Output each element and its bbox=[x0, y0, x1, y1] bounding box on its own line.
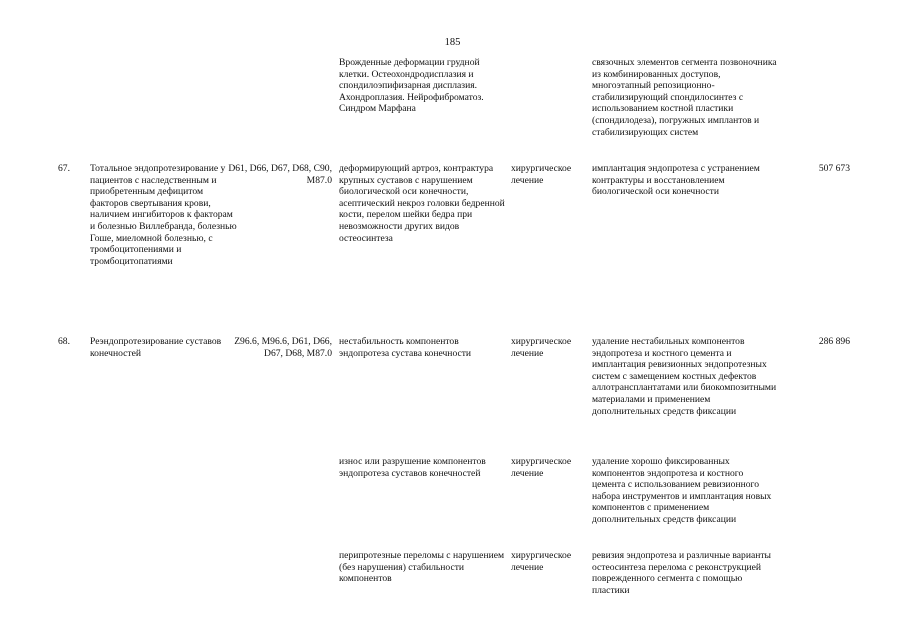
row-codes: Z96.6, M96.6, D61, D66, D67, D68, M87.0 bbox=[234, 336, 332, 359]
continuation-diagnosis: Врожденные деформации грудной клетки. Остеохондродисплазия и спондилоэпифизарная дисплазия. Ахондроплазия. Нейрофиброматоз. Синдром Марфана bbox=[339, 57, 484, 115]
row-method: удаление нестабильных компонентов эндопротеза и костного цемента и имплантация ревизионных эндопротезных систем с замещением костных дефектов аллотрансплантатами или биокомпозитными материалами и применением дополнительных средств фиксации bbox=[592, 336, 777, 417]
continuation-method: связочных элементов сегмента позвоночника из комбинированных доступов, многоэтапный репозиционно-стабилизирующий спондилосинтез с использованием костной пластики (спондилодеза), погружных имплантов и стабилизирующих систем bbox=[592, 57, 777, 138]
row-number: 68. bbox=[58, 336, 70, 347]
row-diagnosis: износ или разрушение компонентов эндопротеза суставов конечностей bbox=[339, 456, 486, 479]
page-number: 185 bbox=[444, 37, 461, 48]
row-name: Тотальное эндопротезирование у пациентов с наследственным и приобретенным дефицитом факторов свертывания крови, наличием ингибиторов к факторам и болезнью Виллебранда, болезнью Гоше, миеломной болезнью, с тромбоцитопениями и тромбоцитопатиями bbox=[90, 163, 237, 267]
row-diagnosis: нестабильность компонентов эндопротеза сустава конечности bbox=[339, 336, 472, 359]
row-treatment-type: хирургическое лечение bbox=[511, 550, 572, 573]
row-price: 286 896 bbox=[818, 336, 850, 347]
row-treatment-type: хирургическое лечение bbox=[511, 456, 572, 479]
row-diagnosis: перипротезные переломы с нарушением (без нарушения) стабильности компонентов bbox=[339, 550, 505, 585]
row-diagnosis: деформирующий артроз, контрактура крупных суставов с нарушением биологической оси конечности, асептический некроз головки бедренной кости, перелом шейки бедра при невозможности других видов остеосинтеза bbox=[339, 163, 505, 244]
row-treatment-type: хирургическое лечение bbox=[511, 336, 572, 359]
row-method: ревизия эндопротеза и различные варианты остеосинтеза перелома с реконструкцией поврежденного сегмента с помощью пластики bbox=[592, 550, 771, 596]
row-codes: D61, D66, D67, D68, C90, M87.0 bbox=[228, 163, 332, 186]
row-price: 507 673 bbox=[818, 163, 850, 174]
row-treatment-type: хирургическое лечение bbox=[511, 163, 572, 186]
row-number: 67. bbox=[58, 163, 70, 174]
row-name: Реэндопротезирование суставов конечностей bbox=[90, 336, 222, 359]
row-method: удаление хорошо фиксированных компонентов эндопротеза и костного цемента с использованием ревизионного набора инструментов и имплантация новых компонентов с применением дополнительных средств фиксации bbox=[592, 456, 772, 525]
row-method: имплантация эндопротеза с устранением контрактуры и восстановлением биологической оси конечности bbox=[592, 163, 760, 198]
